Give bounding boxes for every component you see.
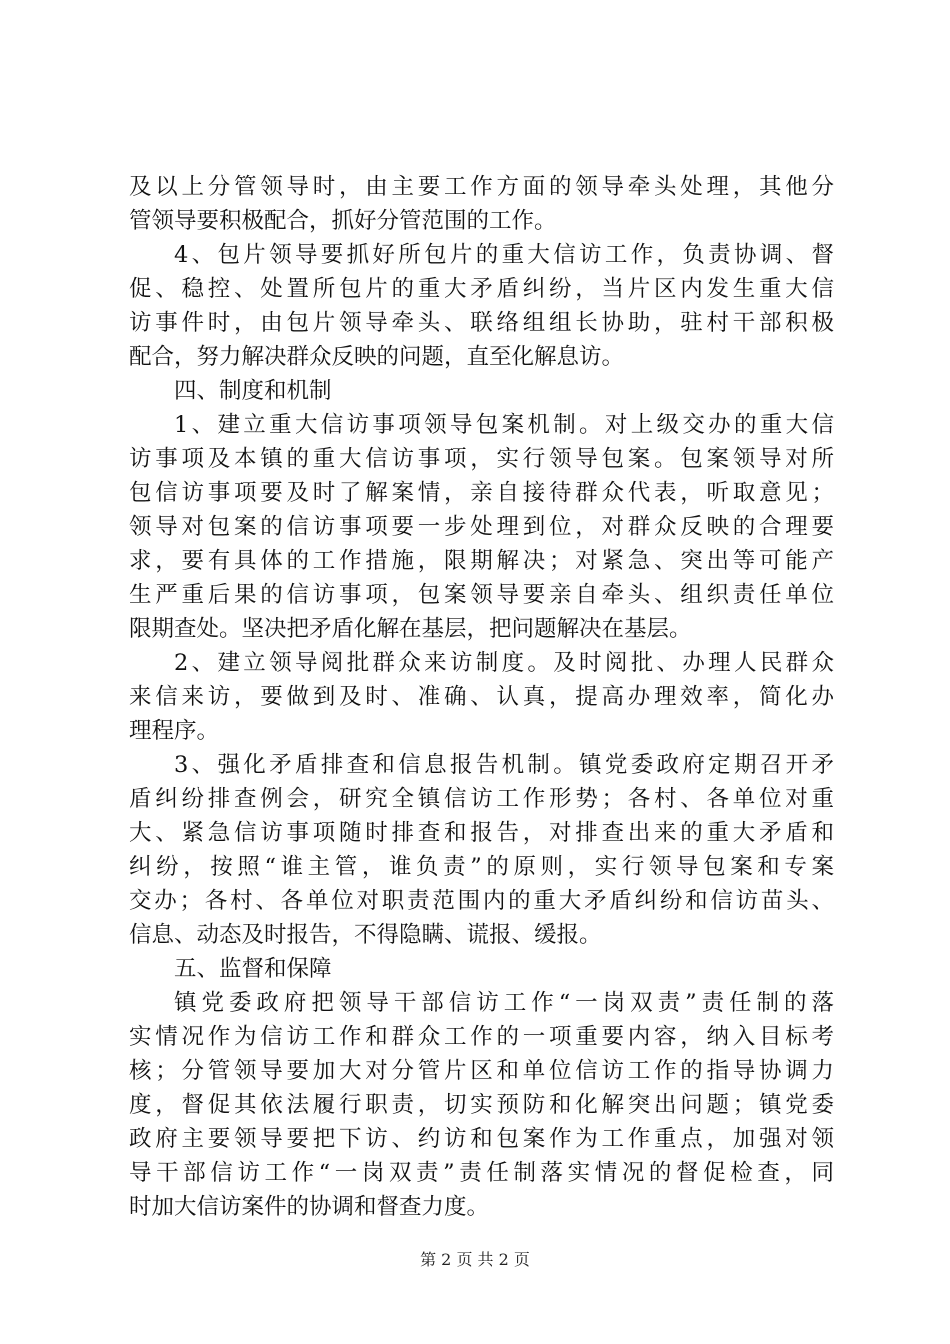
text-line: 管领导要积极配合，抓好分管范围的工作。 <box>129 208 557 234</box>
text-line: 1、建立重大信访事项领导包案机制。对上级交办的重大信 <box>174 412 834 438</box>
text-line: 2、建立领导阅批群众来访制度。及时阅批、办理人民群众 <box>174 650 834 676</box>
section-heading: 四、制度和机制 <box>174 378 332 404</box>
text-line: 交办；各村、各单位对职责范围内的重大矛盾纠纷和信访苗头、 <box>129 888 834 914</box>
text-line: 访事件时，由包片领导牵头、联络组组长协助，驻村干部积极 <box>129 310 834 336</box>
page-number-footer: 第 2 页 共 2 页 <box>420 1250 530 1269</box>
text-line: 镇党委政府把领导干部信访工作“一岗双责”责任制的落 <box>174 990 834 1016</box>
text-line: 求，要有具体的工作措施，限期解决；对紧急、突出等可能产 <box>129 548 834 574</box>
text-line: 理程序。 <box>129 718 220 744</box>
text-line: 3、强化矛盾排查和信息报告机制。镇党委政府定期召开矛 <box>174 752 834 778</box>
text-line: 生严重后果的信访事项，包案领导要亲自牵头、组织责任单位 <box>129 582 834 608</box>
text-line: 来信来访，要做到及时、准确、认真，提高办理效率，简化办 <box>129 684 834 710</box>
text-line: 政府主要领导要把下访、约访和包案作为工作重点，加强对领 <box>129 1126 834 1152</box>
text-line: 及以上分管领导时，由主要工作方面的领导牵头处理，其他分 <box>129 174 834 200</box>
text-line: 促、稳控、处置所包片的重大矛盾纠纷，当片区内发生重大信 <box>129 276 834 302</box>
text-line: 配合，努力解决群众反映的问题，直至化解息访。 <box>129 344 625 370</box>
text-line: 度，督促其依法履行职责，切实预防和化解突出问题；镇党委 <box>129 1092 834 1118</box>
text-line: 访事项及本镇的重大信访事项，实行领导包案。包案领导对所 <box>129 446 834 472</box>
text-line: 时加大信访案件的协调和督查力度。 <box>129 1194 490 1220</box>
text-line: 领导对包案的信访事项要一步处理到位，对群众反映的合理要 <box>129 514 834 540</box>
text-line: 大、紧急信访事项随时排查和报告，对排查出来的重大矛盾和 <box>129 820 834 846</box>
text-line: 包信访事项要及时了解案情，亲自接待群众代表，听取意见； <box>129 480 834 506</box>
section-heading: 五、监督和保障 <box>174 956 332 982</box>
text-line: 导干部信访工作“一岗双责”责任制落实情况的督促检查，同 <box>129 1160 834 1186</box>
text-line: 4、包片领导要抓好所包片的重大信访工作，负责协调、督 <box>174 242 834 268</box>
text-line: 实情况作为信访工作和群众工作的一项重要内容，纳入目标考 <box>129 1024 834 1050</box>
text-line: 核；分管领导要加大对分管片区和单位信访工作的指导协调力 <box>129 1058 834 1084</box>
text-line: 盾纠纷排查例会，研究全镇信访工作形势；各村、各单位对重 <box>129 786 834 812</box>
text-line: 纠纷，按照“谁主管，谁负责”的原则，实行领导包案和专案 <box>129 854 834 880</box>
text-line: 信息、动态及时报告，不得隐瞒、谎报、缓报。 <box>129 922 602 948</box>
text-line: 限期查处。坚决把矛盾化解在基层，把问题解决在基层。 <box>129 616 692 642</box>
document-body <box>129 170 834 1224</box>
